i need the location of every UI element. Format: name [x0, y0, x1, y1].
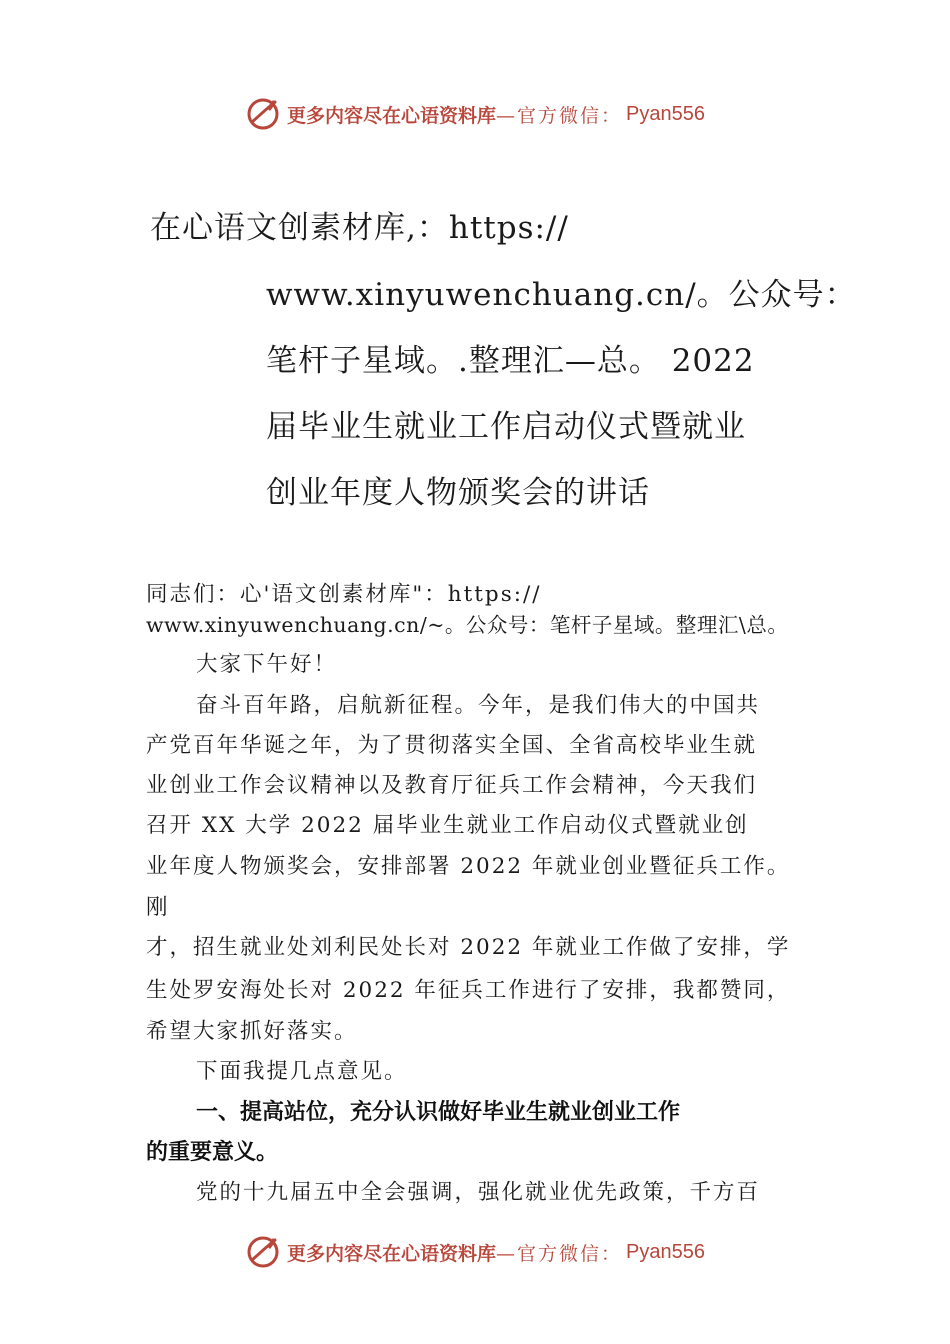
title-line: 届毕业生就业工作启动仪式暨就业	[266, 409, 746, 445]
banner-main-text: 更多内容尽在心语资料库	[287, 1242, 497, 1265]
banner-sub-text: —官方微信：	[496, 1242, 623, 1265]
footer-banner	[0, 1232, 950, 1272]
body-line: 大家下午好！	[196, 652, 338, 677]
header-banner	[0, 94, 950, 134]
body-line: 召开 XX 大学 2022 届毕业生就业工作启动仪式暨就业创	[146, 813, 749, 838]
banner-wechat-id: Pyan556	[626, 102, 705, 125]
banner-sub-text: —官方微信：	[496, 104, 623, 127]
brush-logo-icon	[245, 96, 281, 132]
body-line: 产党百年华诞之年，为了贯彻落实全国、全省高校毕业生就	[146, 733, 758, 758]
body-line: 才，招生就业处刘利民处长对 2022 年就业工作做了安排，学	[146, 935, 791, 960]
body-line: 生处罗安海处长对 2022 年征兵工作进行了安排，我都赞同，	[146, 978, 791, 1003]
title-line: 在心语文创素材库,：https://	[150, 210, 569, 246]
section-heading-line: 的重要意义。	[146, 1140, 279, 1165]
body-line: 希望大家抓好落实。	[146, 1019, 358, 1044]
title-line: 笔杆子星域。.整理汇—总。 2022	[266, 343, 755, 379]
section-heading-line: 一、提高站位，充分认识做好毕业生就业创业工作	[196, 1100, 681, 1125]
body-line: 党的十九届五中全会强调，强化就业优先政策，千方百	[196, 1180, 761, 1205]
body-line: 刚	[146, 895, 170, 920]
banner-main-text: 更多内容尽在心语资料库	[287, 104, 497, 127]
title-line: www.xinyuwenchuang.cn/。公众号：	[266, 277, 857, 313]
body-line: 业创业工作会议精神以及教育厅征兵工作会精神，今天我们	[146, 773, 758, 798]
body-line: www.xinyuwenchuang.cn/~。公众号：笔杆子星域。整理汇\总。	[146, 613, 789, 637]
banner-wechat-id: Pyan556	[626, 1240, 705, 1263]
brush-logo-icon	[245, 1234, 281, 1270]
body-line: 业年度人物颁奖会，安排部署 2022 年就业创业暨征兵工作。	[146, 854, 791, 879]
title-line: 创业年度人物颁奖会的讲话	[266, 475, 650, 511]
body-line: 奋斗百年路，启航新征程。今年，是我们伟大的中国共	[196, 693, 761, 718]
body-line: 同志们：心'语文创素材库"：https://	[146, 582, 542, 607]
body-line: 下面我提几点意见。	[196, 1059, 408, 1084]
